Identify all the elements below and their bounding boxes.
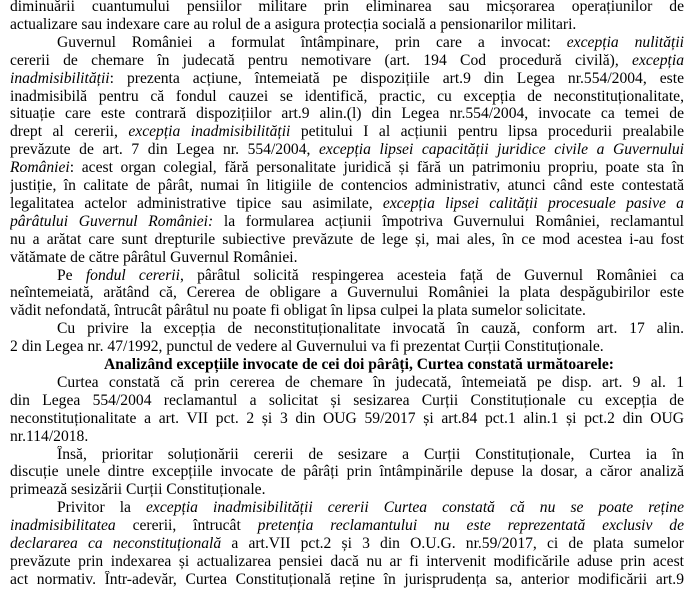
italic-text: pretenția reclamantului nu este reprezentată exclusiv de [257, 517, 684, 535]
text-segment: nr.114/2018. [10, 427, 89, 445]
text-line [10, 88, 684, 106]
text-segment: act normativ. Într-adevăr, Curtea Constituțională reține în jurisprudența sa, anterior modificării art.9 [10, 570, 684, 588]
text-segment: a art.VII pct.2 și 3 din O.U.G. nr.59/2017, ci de plata sumelor [221, 535, 684, 552]
text-segment: legalitatea actelor administrative tipice sau asimilate, [10, 194, 383, 212]
text-segment: Cu privire la excepția de neconstituționalitate invocată în cauză, conform art. 17 alin. [57, 320, 684, 338]
text-segment: Guvernul României a formulat întâmpinare, prin care a invocat: [57, 33, 567, 51]
text-line [10, 553, 684, 571]
italic-text: României [10, 159, 70, 177]
text-segment: prevăzute de art. 7 din Legea nr. 554/2004, [10, 141, 319, 159]
italic-text: inadmisibilității [10, 69, 110, 87]
italic-text: excepția [632, 51, 684, 69]
text-segment: situație care este contrară dispozițiilor art.9 alin.(l) din Legea nr.554/2004, invocate ca temei de [10, 105, 684, 123]
text-segment: neconstituționalitate a art. VII pct. 2 și 3 din OUG 59/2017 și art.84 pct.1 alin.1 și pct.2 din OUG [10, 409, 684, 427]
text-line [10, 16, 684, 34]
text-segment: cererii, întrucât [115, 517, 258, 535]
text-segment: inadmisibilă pentru că fondul cauzei se identifică, practic, cu excepția de neconstituționalitate, [10, 87, 684, 105]
text-line [10, 338, 684, 356]
text-segment: cererii de chemare în judecată pentru nemotivare (art. 194 Cod procedură civilă), [10, 51, 633, 69]
text-segment: discuție unele dintre excepțiile invocate de pârâți prin întâmpinările depuse la dosar, a căror analiză [10, 463, 684, 481]
text-segment: drept al cererii, [10, 123, 129, 141]
text-segment: Privitor la [57, 499, 147, 517]
text-line [10, 105, 684, 123]
italic-text: inadmisibilitatea [10, 517, 116, 535]
text-line [10, 52, 684, 70]
italic-text: fondul cererii [85, 266, 180, 284]
text-line [10, 481, 684, 499]
text-line [10, 213, 684, 231]
text-segment: Însă, prioritar soluționării cererii de sesizare a Curții Constituționale, Curtea ia în [57, 445, 684, 463]
text-line [57, 320, 684, 338]
text-segment: , pârâtul solicită respingerea acesteia față de Guvernul României ca [179, 266, 684, 284]
text-line [10, 428, 684, 446]
text-segment: justiție, în calitate de pârât, numai în litigiile de contencios administrativ, atunci când este contestată [10, 177, 684, 194]
text-line [10, 535, 684, 553]
text-line [10, 410, 684, 428]
text-line [10, 392, 684, 410]
text-line [57, 446, 684, 464]
text-segment: : prezenta acțiune, întemeiată pe dispozițiile art.9 din Legea nr.554/2004, este [109, 69, 684, 87]
text-segment: neîntemeiată, arătând că, Cererea de obligare a Guvernului României la plata despăgubirilor este [10, 284, 684, 302]
text-line [10, 249, 684, 267]
italic-text: declararea ca neconstituțională [10, 535, 222, 552]
text-segment: nu a arătat care sunt drepturile subiective prevăzute de lege și, mai ales, în ce mod acestea i-au fost [10, 230, 684, 248]
italic-text: excepția nulității [566, 33, 684, 51]
text-segment: vădit nefondată, întrucât pârâtul nu poate fi obligat în lipsa culpei la plata sumelor solicitate. [10, 302, 586, 320]
text-line [57, 374, 684, 392]
text-segment: diminuării cuantumului pensiilor militare prin eliminarea sau micșorarea operațiunilor de [10, 0, 684, 15]
text-line [10, 302, 684, 320]
text-segment: primează sesizării Curții Constituționale. [10, 481, 266, 499]
italic-text: excepția lipsei calității procesuale pasive a [382, 194, 684, 212]
text-segment: : acest organ colegial, fără personalitate juridică și fără un patrimoniu propriu, poate sta în [69, 159, 684, 177]
text-line [57, 499, 684, 517]
text-segment: petitului I al acțiunii pentru lipsa procedurii prealabile [290, 123, 684, 141]
text-line [10, 463, 684, 481]
text-line [10, 356, 684, 374]
italic-text: excepția inadmisibilității [128, 123, 291, 141]
text-line [10, 231, 684, 249]
italic-text: excepția lipsei capacității juridice civile a Guvernului [318, 141, 684, 159]
text-segment: Pe [57, 266, 86, 284]
text-line [10, 159, 684, 177]
text-segment: prevăzute prin indexarea și actualizarea pensiei dacă nu ar fi intervenit modificările aduse prin acest [10, 552, 684, 570]
text-line [10, 195, 684, 213]
text-line [10, 0, 684, 16]
text-line [10, 177, 684, 195]
text-line [57, 267, 684, 285]
text-line [10, 517, 684, 535]
italic-text: excepția inadmisibilității cererii Curtea constată că nu se poate reține [146, 499, 684, 517]
text-segment: 2 din Legea nr. 47/1992, punctul de vedere al Guvernului va fi prezentat Curții Constituționale. [10, 338, 604, 356]
text-segment: actualizare sau indexare care au rolul de a asigura protecția socială a pensionarilor militari. [10, 15, 577, 33]
text-segment: din Legea 554/2004 reclamantul a solicitat și sesizarea Curții Constituționale cu excepția de [10, 391, 684, 409]
text-segment: la formularea acțiunii împotriva Guvernului României, reclamantul [213, 212, 684, 230]
text-line [10, 141, 684, 159]
italic-text: pârâtului Guvernul României: [10, 212, 214, 230]
text-line [57, 34, 684, 52]
text-line [10, 571, 684, 589]
text-segment: Curtea constată că prin cererea de chemare în judecată, întemeiată pe disp. art. 9 al. 1 [57, 373, 684, 391]
text-segment: vătămate de către pârâtul Guvernul României. [10, 248, 298, 266]
text-line [10, 284, 684, 302]
text-line [10, 70, 684, 88]
bold-text: Analizând excepțiile invocate de cei doi pârâți, Curtea constată următoarele: [104, 356, 614, 373]
text-line [10, 123, 684, 141]
